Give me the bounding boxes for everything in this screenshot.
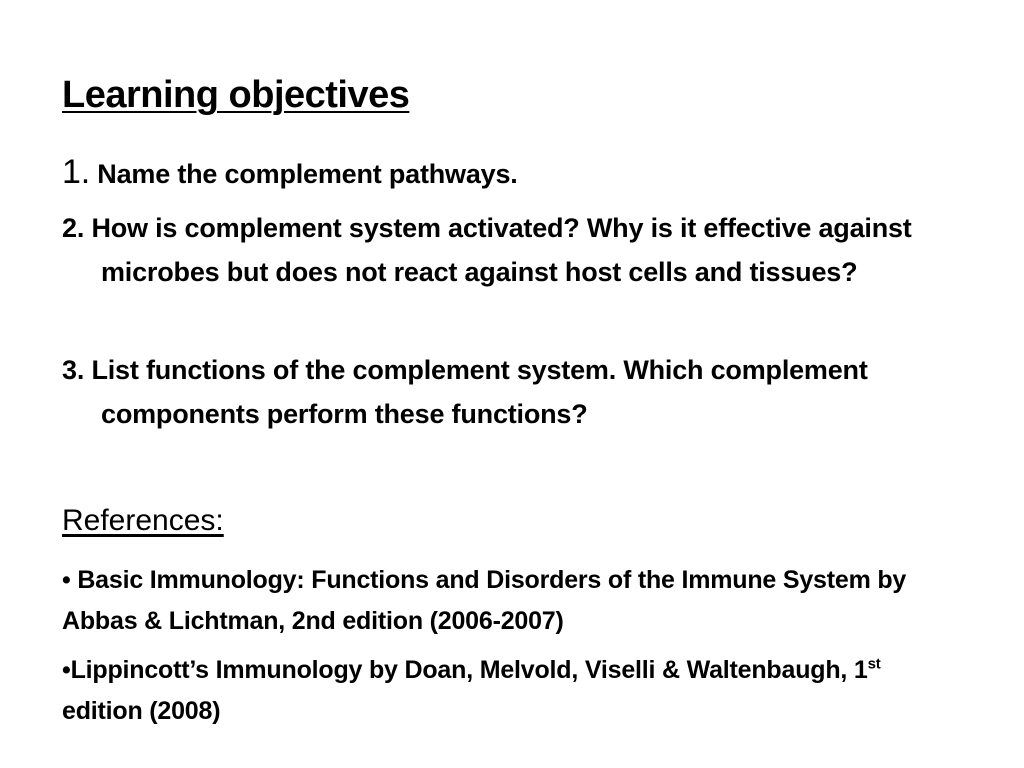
- references-heading: References:: [62, 504, 224, 537]
- objective-item: [62, 150, 1001, 196]
- reference-text-end: edition (2008): [62, 697, 221, 725]
- reference-text: Lippincott’s Immunology by Doan, Melvold, Viselli & Waltenbaugh, 1: [70, 656, 868, 684]
- objective-number: 2.: [62, 213, 85, 243]
- objective-text: List functions of the complement system. Which complement components perform these functions?: [91, 355, 868, 429]
- reference-item: [62, 650, 962, 732]
- objective-text: Name the complement pathways.: [97, 159, 518, 189]
- ordinal-suffix: st: [867, 655, 881, 673]
- reference-text: Basic Immunology: Functions and Disorders of the Immune System by Abbas & Lichtman, 2nd edition (2006-2007): [62, 566, 907, 635]
- learning-objectives-heading: Learning objectives: [62, 74, 410, 116]
- reference-item: [62, 560, 962, 642]
- objective-number: 3.: [62, 355, 85, 385]
- bullet-icon: •: [62, 566, 71, 594]
- objective-item: [62, 348, 1001, 436]
- objective-text: How is complement system activated? Why is it effective against microbes but does not react against host cells and tissues?: [91, 213, 912, 287]
- bullet-icon: •: [62, 656, 71, 684]
- objective-item: [62, 206, 1001, 294]
- objective-number: 1.: [62, 153, 90, 191]
